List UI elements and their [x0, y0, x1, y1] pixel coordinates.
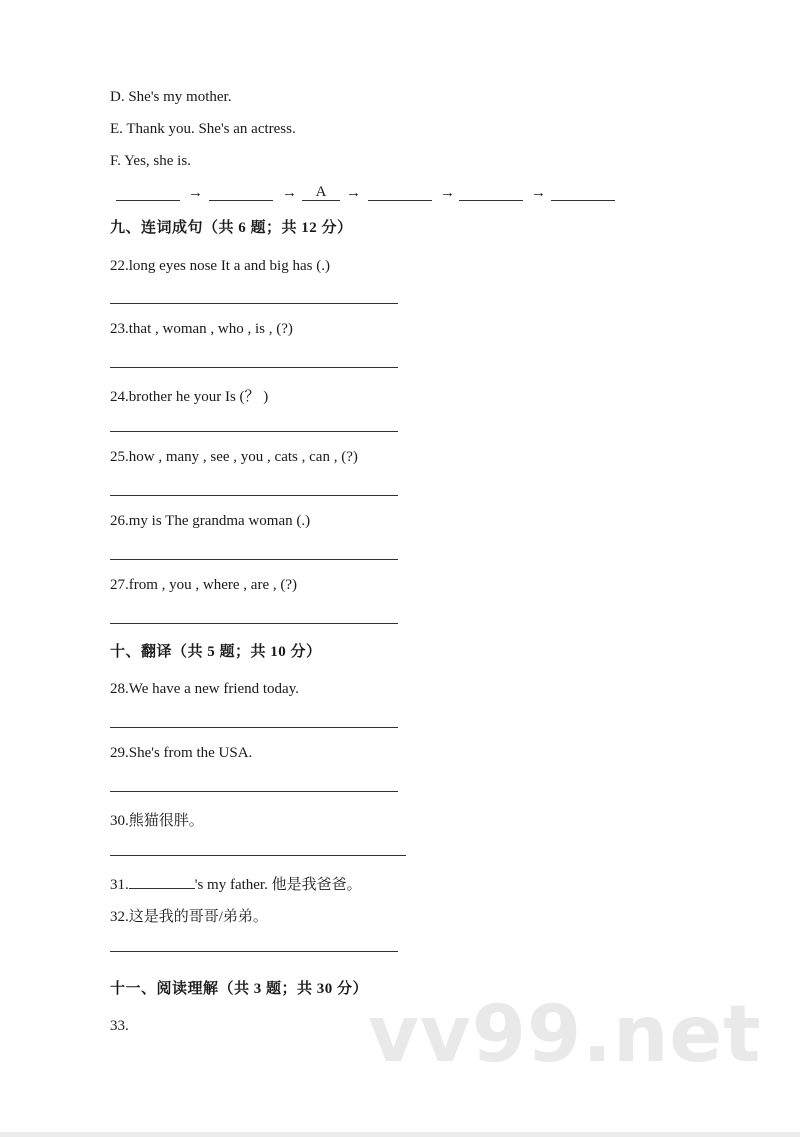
question-24: 24.brother he your Is (？ ) [110, 389, 269, 405]
question-31-text: 's my father. 他是我爸爸。 [194, 877, 362, 893]
sequence-blank-1[interactable] [116, 200, 180, 201]
answer-line-25[interactable] [110, 495, 398, 496]
section-11-heading: 十一、阅读理解（共 3 题；共 30 分） [110, 981, 369, 997]
sequence-blank-5[interactable] [459, 200, 523, 201]
question-25: 25.how , many , see , you , cats , can , (?) [110, 449, 358, 465]
question-27: 27.from , you , where , are , (?) [110, 577, 298, 593]
answer-line-30[interactable] [110, 855, 406, 856]
sequence-blank-6[interactable] [551, 200, 615, 201]
sequence-arrow: → [346, 185, 361, 201]
question-31-number: 31. [110, 877, 129, 893]
question-31 [110, 873, 362, 894]
watermark: vv99.net [368, 990, 762, 1080]
question-32: 32.这是我的哥哥/弟弟。 [110, 909, 268, 925]
answer-line-29[interactable] [110, 791, 398, 792]
question-28: 28.We have a new friend today. [110, 681, 299, 697]
question-23: 23.that , woman , who , is , (?) [110, 321, 293, 337]
answer-line-22[interactable] [110, 303, 398, 304]
question-26: 26.my is The grandma woman (.) [110, 513, 311, 529]
section-10-heading: 十、翻译（共 5 题；共 10 分） [110, 644, 322, 660]
answer-line-28[interactable] [110, 727, 398, 728]
answer-line-23[interactable] [110, 367, 398, 368]
sequence-blank-2[interactable] [209, 200, 273, 201]
question-30: 30.熊猫很胖。 [110, 813, 204, 829]
answer-line-26[interactable] [110, 559, 398, 560]
question-22: 22.long eyes nose It a and big has (.) [110, 258, 330, 274]
answer-line-27[interactable] [110, 623, 398, 624]
sequence-arrow: → [282, 185, 297, 201]
option-e: E. Thank you. She's an actress. [110, 121, 296, 137]
sequence-arrow: → [188, 185, 203, 201]
question-31-blank[interactable] [129, 874, 195, 889]
section-9-heading: 九、连词成句（共 6 题；共 12 分） [110, 220, 353, 236]
sequence-arrow: → [440, 185, 455, 201]
answer-line-32[interactable] [110, 951, 398, 952]
option-d: D. She's my mother. [110, 89, 232, 105]
sequence-arrow: → [531, 185, 546, 201]
question-29: 29.She's from the USA. [110, 745, 253, 761]
question-33: 33. [110, 1018, 129, 1034]
sequence-blank-4[interactable] [368, 200, 432, 201]
answer-line-24[interactable] [110, 431, 398, 432]
sequence-blank-3-answer[interactable]: A [302, 184, 340, 201]
option-f: F. Yes, she is. [110, 153, 191, 169]
